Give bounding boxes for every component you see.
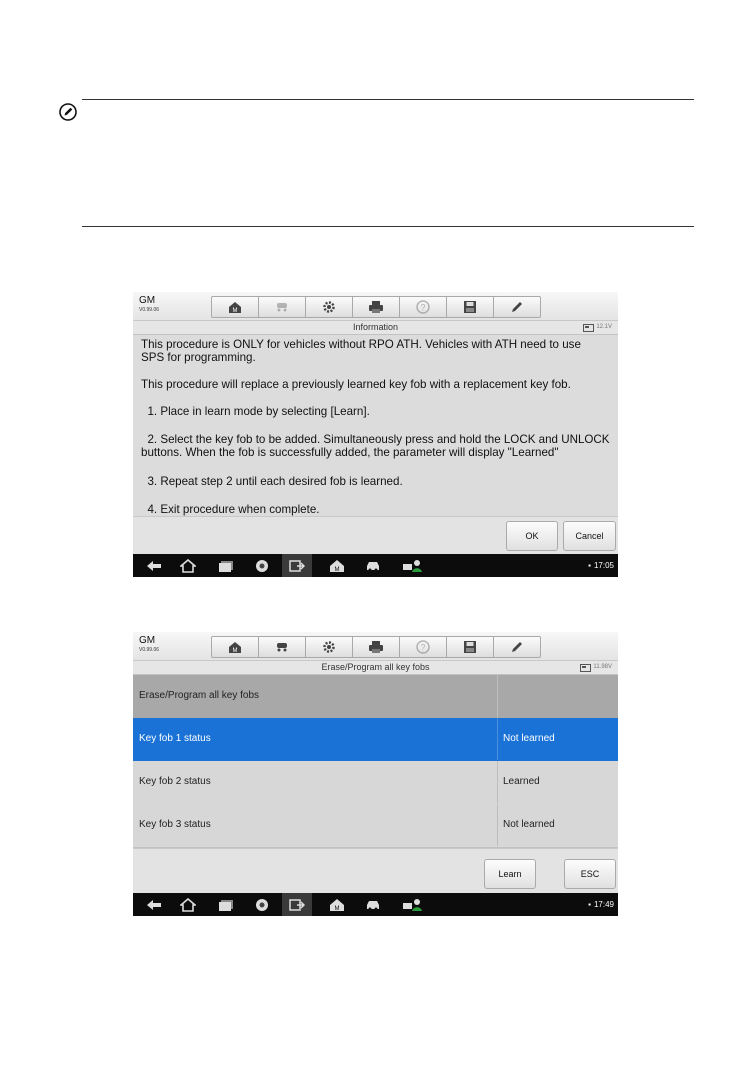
- row-value: Learned: [497, 761, 618, 803]
- svg-text:M: M: [334, 905, 340, 912]
- esc-button[interactable]: ESC: [564, 859, 616, 889]
- toolbar-vehicle-swap-button[interactable]: [259, 637, 306, 657]
- android-nav-bar: [133, 554, 618, 577]
- svg-text:M: M: [232, 648, 238, 654]
- printer-icon: [368, 640, 384, 654]
- pen-icon: [510, 640, 524, 654]
- toolbar-home-button[interactable]: [212, 637, 259, 657]
- toolbar-save-button[interactable]: [447, 637, 494, 657]
- toolbar-vehicle-swap-button[interactable]: [259, 297, 306, 317]
- table-row[interactable]: [133, 718, 618, 761]
- table-header-row[interactable]: [133, 675, 618, 718]
- toolbar-buttons: [211, 636, 541, 658]
- battery-indicator: 12.1V: [583, 323, 612, 332]
- table-row[interactable]: [133, 761, 618, 805]
- back-icon[interactable]: [145, 557, 163, 574]
- recent-apps-icon[interactable]: [217, 557, 235, 574]
- row-label: Key fob 3 status: [139, 819, 211, 830]
- home-icon[interactable]: [179, 896, 197, 913]
- svg-text:?: ?: [420, 642, 426, 653]
- pencil-note-icon: [59, 103, 77, 121]
- row-label: Key fob 2 status: [139, 776, 211, 787]
- status-clock: ▪ 17:49: [588, 900, 614, 909]
- info-line: SPS for programming.: [141, 351, 256, 364]
- header-cell: Erase/Program all key fobs: [139, 690, 260, 701]
- software-version: V0.99.06: [139, 647, 160, 653]
- table-row[interactable]: [133, 804, 618, 848]
- home-icon[interactable]: [179, 557, 197, 574]
- car-icon[interactable]: [364, 557, 382, 574]
- screen-title: Information: [352, 322, 399, 332]
- gear-icon: [322, 640, 336, 654]
- save-icon: [463, 640, 477, 654]
- battery-indicator: 11.98V: [580, 663, 612, 672]
- svg-text:M: M: [232, 308, 238, 314]
- info-line: 1. Place in learn mode by selecting [Learn].: [141, 405, 370, 418]
- vci-home-icon[interactable]: [328, 557, 346, 574]
- toolbar-home-button[interactable]: [212, 297, 259, 317]
- ok-button[interactable]: OK: [506, 521, 558, 551]
- back-icon[interactable]: [145, 896, 163, 913]
- info-line: This procedure is ONLY for vehicles without RPO ATH. Vehicles with ATH need to use: [141, 338, 581, 351]
- header-value-cell: [497, 675, 618, 717]
- screenshot-key-fob-screen: [133, 632, 618, 916]
- top-toolbar: [133, 292, 618, 321]
- recent-apps-icon[interactable]: [217, 896, 235, 913]
- dialog-footer: [133, 848, 618, 894]
- save-icon: [463, 300, 477, 314]
- info-line: This procedure will replace a previously learned key fob with a replacement key fob.: [141, 378, 571, 391]
- information-text-panel[interactable]: [133, 335, 618, 516]
- battery-icon: [580, 664, 591, 672]
- row-value: Not learned: [497, 718, 618, 760]
- note-bottom-rule: [82, 226, 694, 227]
- vehicle-brand: GM V0.99.06: [139, 635, 160, 653]
- help-icon: [416, 300, 430, 314]
- software-version: V0.99.06: [139, 307, 160, 313]
- vehicle-brand: GM V0.99.06: [139, 295, 160, 313]
- message-icon: ▪: [588, 900, 591, 909]
- top-toolbar: [133, 632, 618, 661]
- row-label: Key fob 1 status: [139, 733, 211, 744]
- note-top-rule: [82, 99, 694, 100]
- vehicle-swap-icon: [274, 640, 290, 654]
- cancel-button[interactable]: Cancel: [563, 521, 616, 551]
- car-icon[interactable]: [364, 896, 382, 913]
- gear-icon: [322, 300, 336, 314]
- toolbar-print-button[interactable]: [353, 297, 400, 317]
- svg-text:M: M: [334, 566, 340, 573]
- vci-home-icon[interactable]: [328, 896, 346, 913]
- screenshot-information-screen: [133, 292, 618, 577]
- toolbar-help-button[interactable]: [400, 297, 447, 317]
- learn-button[interactable]: Learn: [484, 859, 536, 889]
- toolbar-print-button[interactable]: [353, 637, 400, 657]
- info-line: 2. Select the key fob to be added. Simultaneously press and hold the LOCK and UNLOCK: [141, 433, 610, 446]
- info-line: 4. Exit procedure when complete.: [141, 503, 320, 516]
- browser-icon[interactable]: [253, 896, 271, 913]
- svg-text:?: ?: [420, 302, 426, 313]
- vehicle-swap-icon: [274, 300, 290, 314]
- screen-capture-icon[interactable]: [282, 554, 312, 577]
- printer-icon: [368, 300, 384, 314]
- info-line: 3. Repeat step 2 until each desired fob is learned.: [141, 475, 403, 488]
- technician-icon[interactable]: [401, 896, 425, 913]
- screen-title-bar: [133, 321, 618, 335]
- screen-title-bar: [133, 661, 618, 675]
- android-nav-bar: [133, 893, 618, 916]
- pen-icon: [510, 300, 524, 314]
- dialog-footer: [133, 516, 618, 555]
- screen-title: Erase/Program all key fobs: [321, 662, 430, 672]
- battery-icon: [583, 324, 594, 332]
- toolbar-buttons: [211, 296, 541, 318]
- toolbar-edit-button[interactable]: [494, 637, 540, 657]
- help-icon: [416, 640, 430, 654]
- technician-icon[interactable]: [401, 557, 425, 574]
- key-fob-table: [133, 675, 618, 848]
- toolbar-settings-button[interactable]: [306, 637, 353, 657]
- message-icon: ▪: [588, 561, 591, 570]
- row-value: Not learned: [497, 804, 618, 846]
- toolbar-settings-button[interactable]: [306, 297, 353, 317]
- home-icon: [227, 640, 243, 654]
- browser-icon[interactable]: [253, 557, 271, 574]
- toolbar-edit-button[interactable]: [494, 297, 540, 317]
- home-icon: [227, 300, 243, 314]
- toolbar-save-button[interactable]: [447, 297, 494, 317]
- status-clock: ▪ 17:05: [588, 561, 614, 570]
- screen-capture-icon[interactable]: [282, 893, 312, 916]
- info-line: buttons. When the fob is successfully added, the parameter will display "Learned": [141, 446, 559, 459]
- toolbar-help-button[interactable]: [400, 637, 447, 657]
